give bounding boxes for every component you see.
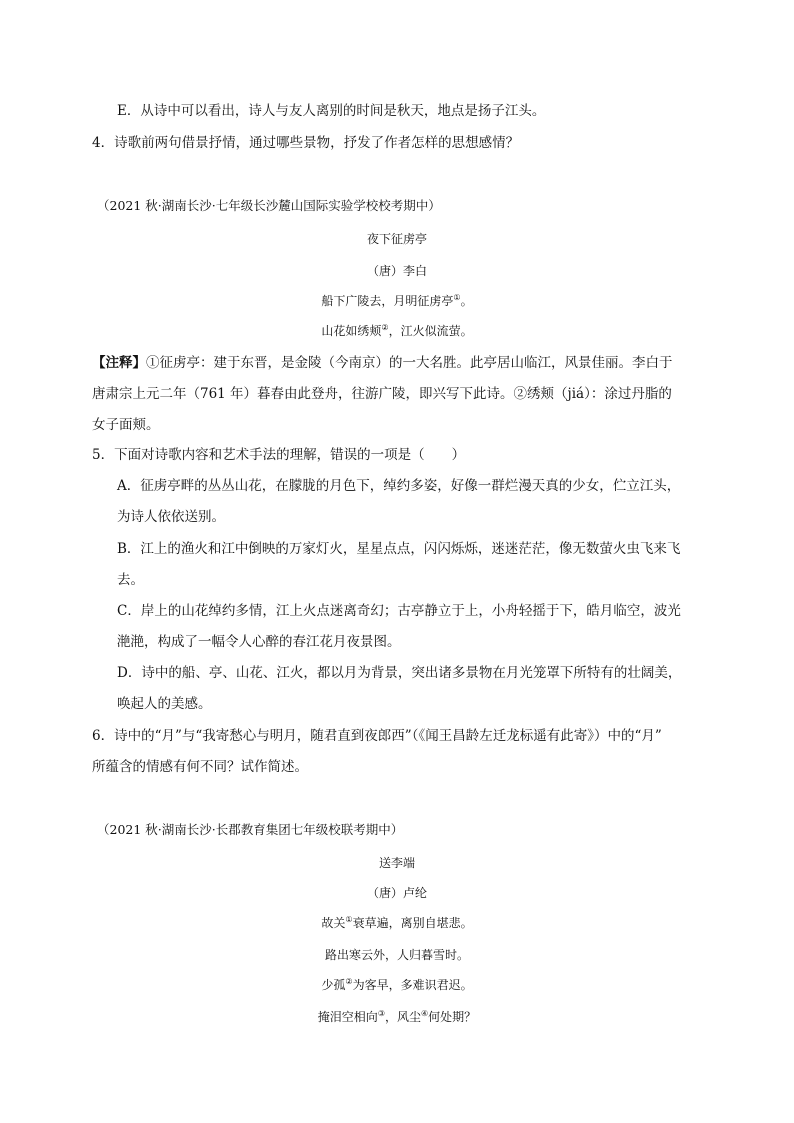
option-b-line-2: 去。 [117, 572, 144, 588]
poem1-line-2-end: ，江火似流萤。 [388, 324, 473, 338]
option-d-line-2: 唤起人的美感。 [117, 696, 212, 712]
poem1-line-1 [0, 292, 794, 310]
option-b-line-1: B．江上的渔火和江中倒映的万家灯火，星星点点，闪闪烁烁，迷迷茫茫，像无数萤火虫飞来飞 [117, 541, 681, 557]
poem2-line-1 [0, 914, 794, 932]
poem2-line-3-a: 少孤 [321, 978, 346, 992]
note-marker-p2-2: ② [345, 977, 353, 986]
note-marker-p2-1: ① [345, 915, 353, 924]
question-4: 4．诗歌前两句借景抒情，通过哪些景物，抒发了作者怎样的思想感情？ [92, 135, 520, 151]
poem1-title: 夜下征虏亭 [366, 232, 427, 246]
note-marker-2: ② [381, 323, 389, 332]
option-c-line-2: 滟滟，构成了一幅令人心醉的春江花月夜景图。 [117, 634, 401, 650]
question-6-line-1: 6．诗中的“月”与“我寄愁心与明月，随君直到夜郎西”（《闻王昌龄左迁龙标遥有此寄》）中的“月” [92, 728, 662, 744]
poem2-line-3-b: 为客早，多难识君迟。 [352, 978, 473, 992]
poem1-line-2-text: 山花如绣颊 [321, 324, 382, 338]
poem1-line-2 [0, 322, 794, 340]
poem2-author: （唐）卢纶 [366, 886, 427, 900]
source-line-1: （2021 秋·湖南长沙·七年级长沙麓山国际实验学校校考期中） [97, 198, 441, 213]
poem2-title: 送李端 [378, 856, 415, 870]
poem1-line-1-end: 。 [460, 294, 473, 308]
option-e: E．从诗中可以看出，诗人与友人离别的时间是秋天，地点是扬子江头。 [117, 103, 546, 119]
question-6-line-2: 所蕴含的情感有何不同？试作简述。 [92, 759, 308, 775]
poem2-line-1-b: 衰草遍，离别自堪悲。 [352, 916, 473, 930]
notes-label: 【注释】 [92, 355, 146, 371]
poem2-line-4 [0, 1008, 794, 1026]
note-marker-1: ① [453, 293, 461, 302]
poem2-line-4-b: ，风尘 [384, 1010, 421, 1024]
notes-line-3: 女子面颊。 [92, 417, 160, 433]
poem2-line-4-c: 何处期？ [428, 1010, 477, 1024]
option-c-line-1: C．岸上的山花绰约多情，江上火点迷离奇幻；古亭静立于上，小舟轻摇于下，皓月临空，波光 [117, 603, 681, 619]
poem2-line-2: 路出寒云外，人归暮雪时。 [324, 948, 469, 962]
option-d-line-1: D．诗中的船、亭、山花、江火，都以月为背景，突出诸多景物在月光笼罩下所特有的壮阔美， [117, 665, 682, 681]
question-5: 5．下面对诗歌内容和艺术手法的理解，错误的一项是（ ） [92, 447, 466, 463]
poem2-line-3 [0, 976, 794, 994]
note-marker-p2-3: ③ [377, 1009, 385, 1018]
poem2-line-4-a: 掩泪空相向 [317, 1010, 378, 1024]
poem2-line-1-a: 故关 [321, 916, 346, 930]
notes-text-1: ①征虏亭：建于东晋，是金陵（今南京）的一大名胜。此亭居山临江，风景佳丽。李白于 [146, 355, 673, 371]
poem1-line-1-text: 船下广陵去，月明征虏亭 [321, 294, 454, 308]
notes-line-1 [92, 353, 673, 373]
notes-line-2: 唐肃宗上元二年（761 年）暮春由此登舟，往游广陵，即兴写下此诗。②绣颊（jiá）：涂过丹脂的 [92, 386, 672, 402]
option-a-line-2: 为诗人依依送别。 [117, 509, 225, 525]
source-line-2: （2021 秋·湖南长沙·长郡教育集团七年级校联考期中） [97, 822, 404, 837]
poem1-author: （唐）李白 [366, 264, 427, 278]
note-marker-p2-4: ④ [421, 1009, 429, 1018]
option-a-line-1: A．征虏亭畔的丛丛山花，在朦胧的月色下，绰约多姿，好像一群烂漫天真的少女，伫立江头， [117, 478, 681, 494]
